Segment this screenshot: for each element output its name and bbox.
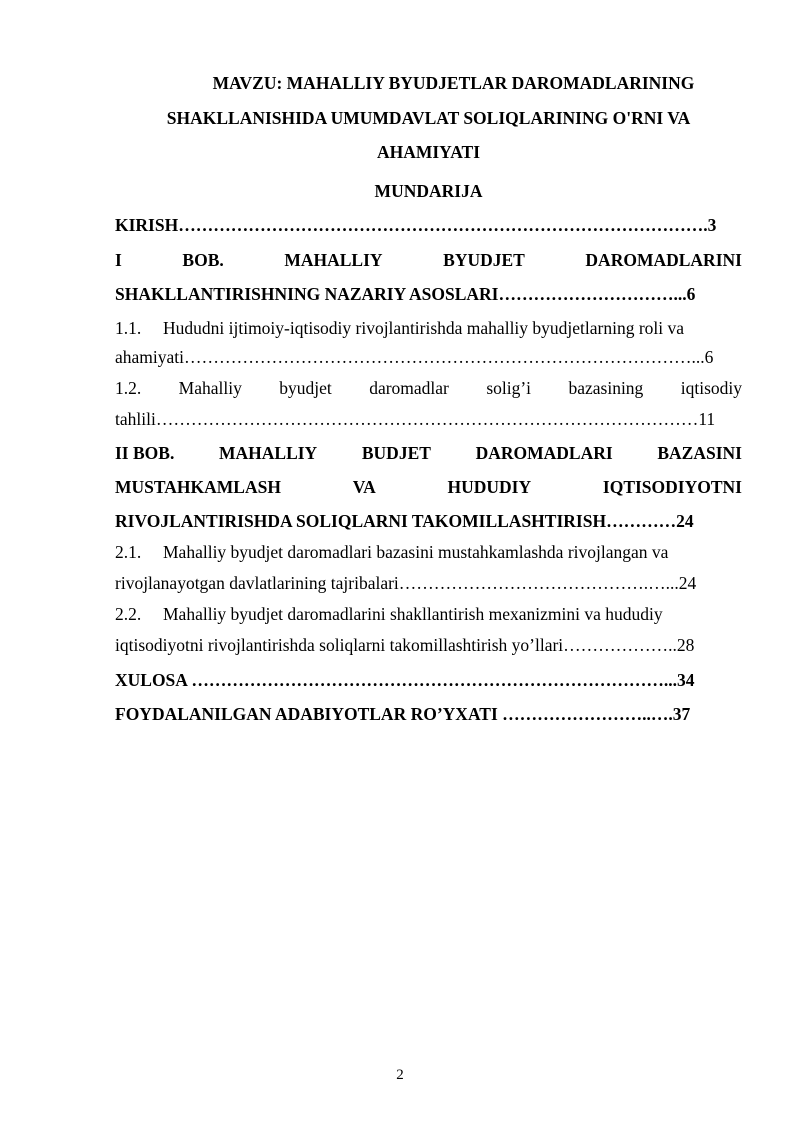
toc-word: BAZASINI [657, 443, 742, 463]
toc-entry-bob2-line1 [115, 439, 742, 468]
toc-word: BYUDJET [443, 250, 525, 270]
toc-word: II BOB. [115, 443, 175, 463]
toc-entry-2-1-line2: rivojlanayotgan davlatlarining tajribalari…………………………………….…...24 [115, 573, 697, 593]
section-number: 2.1. [115, 542, 142, 562]
toc-word: VA [352, 477, 376, 497]
toc-word: byudjet [279, 378, 332, 398]
toc-entry-kirish: KIRISH……………………………………………………………………………….3 [115, 215, 717, 235]
section-title: Mahalliy byudjet daromadlarini shakllantirish mexanizmini va hududiy [163, 604, 663, 624]
toc-entry-bob2-line2 [115, 473, 742, 502]
title-line-3: AHAMIYATI [376, 142, 481, 162]
toc-word: BOB. [182, 250, 224, 270]
toc-word: HUDUDIY [447, 477, 532, 497]
toc-word: solig’i [486, 378, 532, 398]
title-line-2: SHAKLLANISHIDA UMUMDAVLAT SOLIQLARINING O'RNI VA [166, 108, 691, 128]
toc-word: I [115, 250, 122, 270]
toc-entry-adabiyotlar: FOYDALANILGAN ADABIYOTLAR RO’YXATI ……………………..….37 [115, 704, 691, 724]
toc-entry-2-2-line1 [115, 600, 742, 629]
toc-entry-xulosa: XULOSA ………………………………………………………………………...34 [115, 670, 695, 690]
toc-entry-bob2-line3: RIVOJLANTIRISHDA SOLIQLARNI TAKOMILLASHTIRISH…………24 [115, 511, 694, 531]
section-title: Hududni ijtimoiy-iqtisodiy rivojlantirishda mahalliy byudjetlarning roli va [163, 318, 685, 338]
toc-word: DAROMADLARI [475, 443, 613, 463]
section-number: 1.2. [115, 378, 142, 398]
toc-word: IQTISODIYOTNI [602, 477, 742, 497]
toc-word: MAHALLIY [219, 443, 318, 463]
toc-entry-1-2-line1 [115, 374, 742, 403]
section-number: 2.2. [115, 604, 142, 624]
title-line-1: MAVZU: MAHALLIY BYUDJETLAR DAROMADLARINING [212, 73, 695, 93]
toc-word: bazasining [568, 378, 644, 398]
toc-entry-2-1-line1 [115, 538, 742, 567]
page-number: 2 [396, 1067, 404, 1083]
section-title: Mahalliy byudjet daromadlari bazasini mustahkamlashda rivojlangan va [163, 542, 669, 562]
toc-word: iqtisodiy [680, 378, 742, 398]
toc-word: BUDJET [361, 443, 431, 463]
toc-entry-1-2-line2: tahlili…………………………………………………………………………………11 [115, 409, 716, 429]
toc-word: MUSTAHKAMLASH [115, 477, 281, 497]
toc-entry-1-1-line1 [115, 314, 742, 343]
toc-entry-1-1-line2: ahamiyati……………………………………………………………………………...6 [115, 347, 714, 367]
toc-word: daromadlar [369, 378, 449, 398]
toc-entry-bob1-line2: SHAKLLANTIRISHNING NAZARIY ASOSLARI…………………………...6 [115, 284, 696, 304]
toc-word: DAROMADLARINI [585, 250, 742, 270]
toc-word: MAHALLIY [284, 250, 383, 270]
section-number: 1.1. [115, 318, 142, 338]
toc-word: Mahalliy [178, 378, 242, 398]
toc-entry-2-2-line2: iqtisodiyotni rivojlantirishda soliqlarni takomillashtirish yo’llari………………..28 [115, 635, 695, 655]
toc-entry-bob1-line1 [115, 246, 742, 275]
contents-heading: MUNDARIJA [374, 181, 483, 201]
